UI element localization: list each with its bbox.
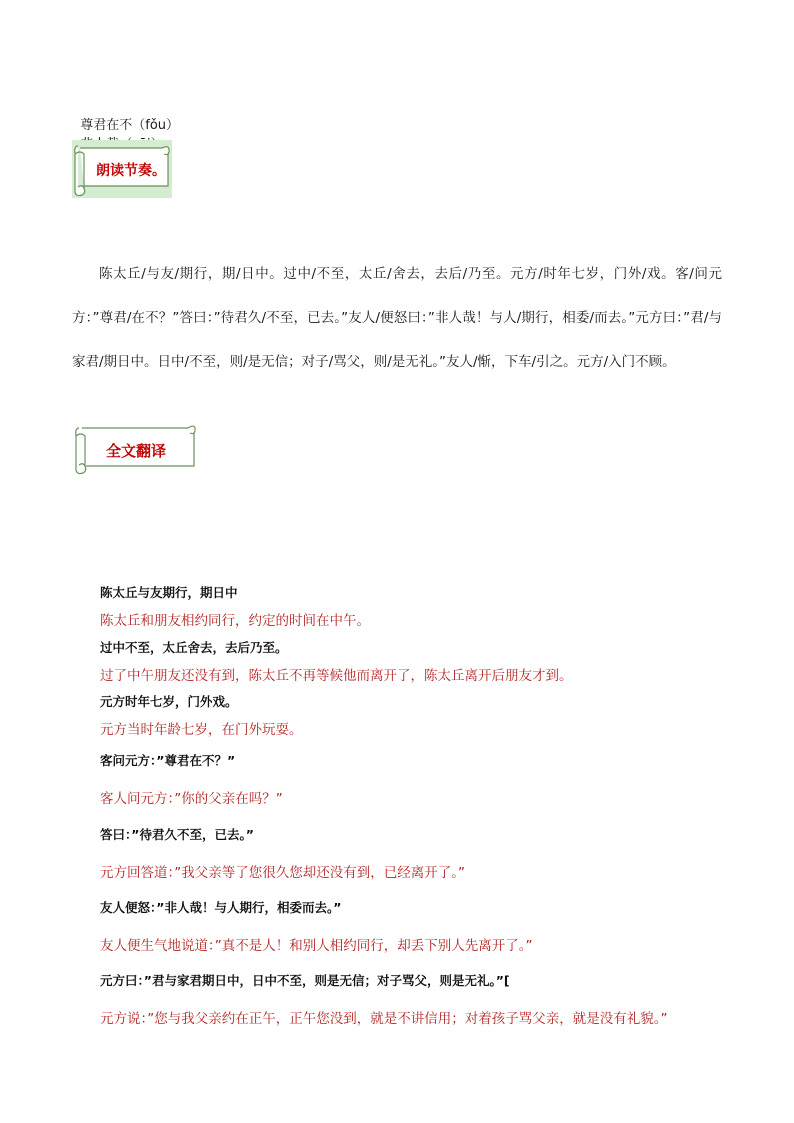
translation-line: 元方当时年龄七岁，在门外玩耍。	[100, 722, 303, 738]
original-line: 陈太丘与友期行，期日中	[100, 585, 238, 600]
original-line: 元方时年七岁，门外戏。	[100, 694, 238, 709]
translation-line: 过了中午朋友还没有到，陈太丘不再等候他而离开了，陈太丘离开后朋友才到。	[100, 668, 573, 684]
section-banner-full-translation	[72, 420, 198, 476]
original-line: 友人便怒：”非人哉！与人期行，相委而去。”	[100, 900, 342, 915]
original-line: 客问元方：”尊君在不？”	[100, 753, 236, 768]
banner-title: 朗读节奏。	[96, 163, 166, 179]
translation-line: 友人便生气地说道：”真不是人！和别人相约同行，却丢下别人先离开了。”	[100, 938, 533, 954]
original-line: 元方曰：”君与家君期日中，日中不至，则是无信；对子骂父，则是无礼。”[	[100, 973, 510, 988]
original-line: 答曰：”待君久不至，已去。”	[100, 827, 254, 842]
rhythm-paragraph: 陈太丘/与友/期行，期/日中。过中/不至，太丘/舍去，去后/乃至。元方/时年七岁，门外/戏。客/问元方：”尊君/在不？”答曰：”待君久/不至，已去。”友人/便怒曰：”非人哉！与人/期行，相委/而去。”元方曰：”君/与家君/期日中。日中/不至，则/是无信；对子/骂父，则/是无礼。”友人/惭，下车/引之。元方/入门不顾。	[72, 266, 722, 370]
translation-line: 客人问元方：”你的父亲在吗？”	[100, 791, 283, 807]
original-line: 过中不至，太丘舍去，去后乃至。	[100, 640, 288, 655]
banner-title: 全文翻译	[106, 442, 167, 460]
translation-line: 元方回答道：”我父亲等了您很久您却还没有到，已经离开了。”	[100, 865, 465, 881]
translation-line: 元方说：”您与我父亲约在正午，正午您没到，就是不讲信用；对着孩子骂父亲，就是没有礼貌。”	[100, 1011, 668, 1027]
translation-line: 陈太丘和朋友相约同行，约定的时间在中午。	[100, 613, 370, 629]
pinyin-item: 尊君在不（fǒu）	[80, 118, 180, 133]
section-banner-reading-rhythm	[72, 140, 172, 198]
